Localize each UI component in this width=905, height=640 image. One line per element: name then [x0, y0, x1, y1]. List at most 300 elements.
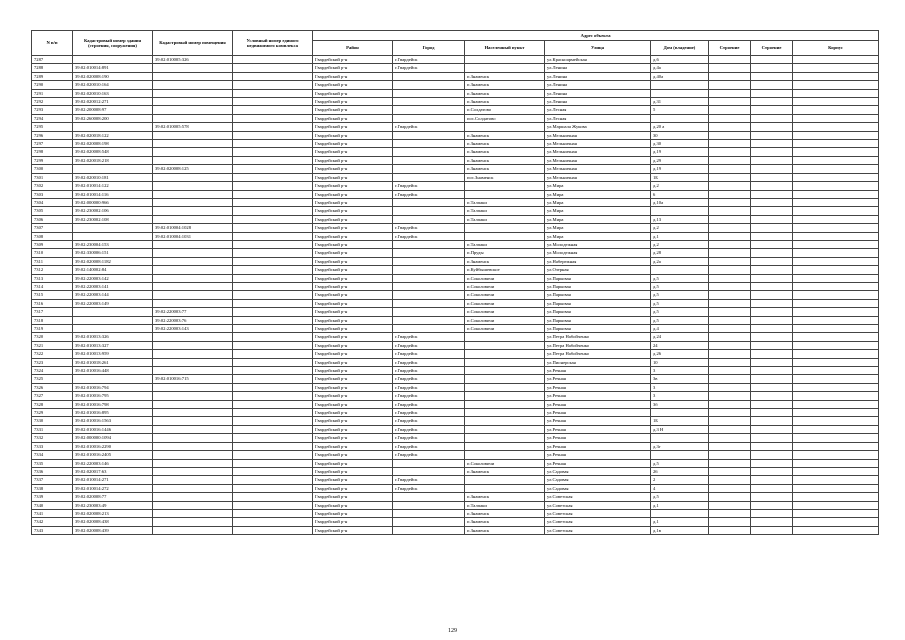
cad-room-cell [153, 299, 233, 307]
district-cell: Гвардейский р-н [313, 325, 393, 333]
house-cell: д.3 Н [651, 425, 709, 433]
building-cell [709, 509, 751, 517]
cad-room-cell [153, 341, 233, 349]
building-cell [709, 476, 751, 484]
complex-cell [233, 509, 313, 517]
table-row [32, 240, 879, 248]
block-cell [793, 518, 879, 526]
settlement-cell: п.Знаменск [465, 72, 545, 80]
cad-room-cell [153, 493, 233, 501]
city-cell [393, 106, 465, 114]
block-cell [793, 409, 879, 417]
col-num: N п/п [32, 31, 73, 56]
row-number: 7328 [32, 400, 73, 408]
district-cell: Гвардейский р-н [313, 89, 393, 97]
structure-cell [751, 198, 793, 206]
district-cell: Гвардейский р-н [313, 526, 393, 534]
district-cell: Гвардейский р-н [313, 333, 393, 341]
cad-room-cell [153, 467, 233, 475]
house-cell: д.29 [651, 156, 709, 164]
row-number: 7318 [32, 316, 73, 324]
district-cell: Гвардейский р-н [313, 392, 393, 400]
complex-cell [233, 266, 313, 274]
col-complex: Условный номер единого недвижимого комплекса [233, 31, 313, 56]
cad-building-cell: 39:02:200008:97 [73, 106, 153, 114]
complex-cell [233, 182, 313, 190]
street-cell: ул.Мельничная [545, 148, 651, 156]
table-row [32, 425, 879, 433]
table-row [32, 451, 879, 459]
street-cell: ул.Речная [545, 442, 651, 450]
cad-room-cell [153, 392, 233, 400]
row-number: 7296 [32, 131, 73, 139]
cad-building-cell: 39:02:020008:213 [73, 509, 153, 517]
cad-room-cell [153, 89, 233, 97]
settlement-cell [465, 417, 545, 425]
building-cell [709, 526, 751, 534]
block-cell [793, 98, 879, 106]
cad-building-cell [73, 308, 153, 316]
cad-building-cell [73, 325, 153, 333]
table-row [32, 215, 879, 223]
street-cell: ул.Парковая [545, 291, 651, 299]
row-number: 7290 [32, 81, 73, 89]
house-cell: д.5 [651, 308, 709, 316]
complex-cell [233, 333, 313, 341]
structure-cell [751, 131, 793, 139]
building-cell [709, 81, 751, 89]
row-number: 7338 [32, 484, 73, 492]
house-cell: д.1 [651, 232, 709, 240]
city-cell [393, 509, 465, 517]
cad-building-cell: 39:02:020008:1182 [73, 257, 153, 265]
street-cell: ул.Ленина [545, 72, 651, 80]
row-number: 7339 [32, 493, 73, 501]
cad-room-cell [153, 333, 233, 341]
cad-room-cell [153, 257, 233, 265]
complex-cell [233, 459, 313, 467]
block-cell [793, 501, 879, 509]
row-number: 7322 [32, 350, 73, 358]
house-cell: д.26 [651, 350, 709, 358]
block-cell [793, 81, 879, 89]
cad-building-cell: 39:02:010016:798 [73, 400, 153, 408]
complex-cell [233, 89, 313, 97]
complex-cell [233, 114, 313, 122]
complex-cell [233, 140, 313, 148]
row-number: 7330 [32, 417, 73, 425]
block-cell [793, 459, 879, 467]
structure-cell [751, 291, 793, 299]
settlement-cell [465, 350, 545, 358]
house-cell [651, 509, 709, 517]
city-cell: г.Гвардейск [393, 358, 465, 366]
complex-cell [233, 173, 313, 181]
block-cell [793, 400, 879, 408]
cad-room-cell [153, 291, 233, 299]
street-cell: ул.Красноармейская [545, 56, 651, 64]
cad-room-cell [153, 476, 233, 484]
settlement-cell: п.Знаменск [465, 518, 545, 526]
house-cell: 6 [651, 190, 709, 198]
street-cell: ул.Речная [545, 459, 651, 467]
street-cell: ул.Советская [545, 501, 651, 509]
city-cell: г.Гвардейск [393, 64, 465, 72]
block-cell [793, 131, 879, 139]
col-city: Город [393, 41, 465, 56]
row-number: 7327 [32, 392, 73, 400]
table-row [32, 383, 879, 391]
settlement-cell: пос.Знаменск [465, 173, 545, 181]
house-cell [651, 266, 709, 274]
complex-cell [233, 451, 313, 459]
city-cell: г.Гвардейск [393, 434, 465, 442]
house-cell: 4 [651, 484, 709, 492]
house-cell: 1Б [651, 417, 709, 425]
cad-room-cell [153, 434, 233, 442]
building-cell [709, 215, 751, 223]
row-number: 7302 [32, 182, 73, 190]
block-cell [793, 224, 879, 232]
district-cell: Гвардейский р-н [313, 400, 393, 408]
district-cell: Гвардейский р-н [313, 434, 393, 442]
settlement-cell [465, 409, 545, 417]
house-cell: д.19 [651, 165, 709, 173]
table-row [32, 409, 879, 417]
row-number: 7321 [32, 341, 73, 349]
cad-room-cell [153, 240, 233, 248]
complex-cell [233, 308, 313, 316]
building-cell [709, 358, 751, 366]
house-cell: д.4 [651, 325, 709, 333]
district-cell: Гвардейский р-н [313, 98, 393, 106]
block-cell [793, 484, 879, 492]
district-cell: Гвардейский р-н [313, 190, 393, 198]
building-cell [709, 291, 751, 299]
complex-cell [233, 316, 313, 324]
cad-room-cell [153, 156, 233, 164]
table-row [32, 308, 879, 316]
block-cell [793, 383, 879, 391]
row-number: 7323 [32, 358, 73, 366]
house-cell: 3 [651, 367, 709, 375]
district-cell: Гвардейский р-н [313, 240, 393, 248]
street-cell: ул.Садовая [545, 467, 651, 475]
cad-building-cell [73, 375, 153, 383]
structure-cell [751, 266, 793, 274]
street-cell: ул.Лесная [545, 114, 651, 122]
settlement-cell: п.Знаменск [465, 257, 545, 265]
street-cell: ул.Речная [545, 392, 651, 400]
city-cell: г.Гвардейск [393, 224, 465, 232]
structure-cell [751, 484, 793, 492]
structure-cell [751, 409, 793, 417]
structure-cell [751, 215, 793, 223]
district-cell: Гвардейский р-н [313, 308, 393, 316]
city-cell: г.Гвардейск [393, 484, 465, 492]
complex-cell [233, 417, 313, 425]
table-row [32, 367, 879, 375]
street-cell: ул.Речная [545, 425, 651, 433]
city-cell: г.Гвардейск [393, 182, 465, 190]
block-cell [793, 291, 879, 299]
complex-cell [233, 131, 313, 139]
row-number: 7326 [32, 383, 73, 391]
table-row [32, 476, 879, 484]
city-cell: г.Гвардейск [393, 190, 465, 198]
row-number: 7332 [32, 434, 73, 442]
table-row [32, 350, 879, 358]
house-cell: д.1в [651, 526, 709, 534]
col-cad-room: Кадастровый номер помещения [153, 31, 233, 56]
row-number: 7329 [32, 409, 73, 417]
complex-cell [233, 198, 313, 206]
table-row [32, 123, 879, 131]
city-cell [393, 501, 465, 509]
table-row [32, 434, 879, 442]
structure-cell [751, 375, 793, 383]
row-number: 7312 [32, 266, 73, 274]
settlement-cell: п.Солдатово [465, 106, 545, 114]
street-cell: ул.Парковая [545, 316, 651, 324]
house-cell: д.5 [651, 274, 709, 282]
cad-room-cell [153, 383, 233, 391]
cad-building-cell: 39:02:010014:122 [73, 182, 153, 190]
district-cell: Гвардейский р-н [313, 140, 393, 148]
cad-room-cell: 39:02:020008:125 [153, 165, 233, 173]
city-cell: г.Гвардейск [393, 232, 465, 240]
house-cell: 26 [651, 467, 709, 475]
settlement-cell [465, 367, 545, 375]
complex-cell [233, 123, 313, 131]
block-cell [793, 509, 879, 517]
house-cell: д.13 [651, 215, 709, 223]
city-cell [393, 459, 465, 467]
house-cell [651, 207, 709, 215]
table-row [32, 182, 879, 190]
city-cell: г.Гвардейск [393, 367, 465, 375]
city-cell [393, 274, 465, 282]
city-cell [393, 282, 465, 290]
complex-cell [233, 392, 313, 400]
row-number: 7300 [32, 165, 73, 173]
city-cell: г.Гвардейск [393, 400, 465, 408]
cad-room-cell [153, 367, 233, 375]
col-block: Корпус [793, 41, 879, 56]
cad-building-cell: 39:02:010016:895 [73, 409, 153, 417]
block-cell [793, 148, 879, 156]
city-cell [393, 140, 465, 148]
building-cell [709, 56, 751, 64]
complex-cell [233, 291, 313, 299]
street-cell: ул.Пионерская [545, 358, 651, 366]
block-cell [793, 476, 879, 484]
settlement-cell [465, 190, 545, 198]
structure-cell [751, 282, 793, 290]
settlement-cell [465, 400, 545, 408]
structure-cell [751, 81, 793, 89]
cad-room-cell [153, 198, 233, 206]
cad-room-cell [153, 64, 233, 72]
settlement-cell: п.Талпаки [465, 501, 545, 509]
row-number: 7325 [32, 375, 73, 383]
row-number: 7298 [32, 148, 73, 156]
district-cell: Гвардейский р-н [313, 182, 393, 190]
settlement-cell: п.Знаменск [465, 509, 545, 517]
cad-room-cell [153, 501, 233, 509]
city-cell [393, 249, 465, 257]
structure-cell [751, 232, 793, 240]
complex-cell [233, 484, 313, 492]
district-cell: Гвардейский р-н [313, 459, 393, 467]
complex-cell [233, 493, 313, 501]
house-cell: д.5 [651, 316, 709, 324]
settlement-cell: п.Соколовичи [465, 299, 545, 307]
settlement-cell: п.Соколовичи [465, 459, 545, 467]
building-cell [709, 274, 751, 282]
block-cell [793, 367, 879, 375]
street-cell: ул.Молодежная [545, 240, 651, 248]
settlement-cell: п.Талпаки [465, 215, 545, 223]
building-cell [709, 308, 751, 316]
table-row [32, 299, 879, 307]
building-cell [709, 434, 751, 442]
structure-cell [751, 442, 793, 450]
house-cell [651, 434, 709, 442]
cad-room-cell: 39:02:010004:1031 [153, 232, 233, 240]
cad-building-cell: 39:02:140002:84 [73, 266, 153, 274]
building-cell [709, 123, 751, 131]
building-cell [709, 518, 751, 526]
district-cell: Гвардейский р-н [313, 123, 393, 131]
cad-room-cell [153, 358, 233, 366]
table-row [32, 207, 879, 215]
settlement-cell: пос.Солдатово [465, 114, 545, 122]
complex-cell [233, 72, 313, 80]
house-cell [651, 451, 709, 459]
district-cell: Гвардейский р-н [313, 156, 393, 164]
cad-room-cell [153, 274, 233, 282]
building-cell [709, 257, 751, 265]
table-row [32, 106, 879, 114]
building-cell [709, 501, 751, 509]
building-cell [709, 400, 751, 408]
col-district: Район [313, 41, 393, 56]
district-cell: Гвардейский р-н [313, 72, 393, 80]
cad-building-cell: 39:02:220003:146 [73, 459, 153, 467]
table-row [32, 274, 879, 282]
building-cell [709, 392, 751, 400]
building-cell [709, 367, 751, 375]
block-cell [793, 156, 879, 164]
house-cell: 5 [651, 106, 709, 114]
cad-room-cell [153, 72, 233, 80]
cad-room-cell [153, 509, 233, 517]
block-cell [793, 442, 879, 450]
settlement-cell [465, 341, 545, 349]
street-cell: ул.Речная [545, 400, 651, 408]
structure-cell [751, 240, 793, 248]
district-cell: Гвардейский р-н [313, 64, 393, 72]
cad-building-cell [73, 232, 153, 240]
table-row [32, 148, 879, 156]
cad-building-cell: 39:02:010016:1563 [73, 417, 153, 425]
settlement-cell [465, 383, 545, 391]
street-cell: ул.Советская [545, 518, 651, 526]
table-row [32, 98, 879, 106]
table-row [32, 501, 879, 509]
structure-cell [751, 72, 793, 80]
district-cell: Гвардейский р-н [313, 493, 393, 501]
cad-building-cell: 39:02:010016:794 [73, 383, 153, 391]
building-cell [709, 375, 751, 383]
cad-room-cell [153, 526, 233, 534]
cad-room-cell [153, 484, 233, 492]
complex-cell [233, 375, 313, 383]
city-cell [393, 266, 465, 274]
cad-building-cell: 39:02:010016:2290 [73, 442, 153, 450]
structure-cell [751, 182, 793, 190]
settlement-cell: п.Знаменск [465, 165, 545, 173]
row-number: 7310 [32, 249, 73, 257]
district-cell: Гвардейский р-н [313, 282, 393, 290]
table-row [32, 257, 879, 265]
block-cell [793, 282, 879, 290]
structure-cell [751, 518, 793, 526]
structure-cell [751, 140, 793, 148]
table-row [32, 518, 879, 526]
street-cell: ул.Парковая [545, 274, 651, 282]
cad-building-cell: 39:02:010013:959 [73, 350, 153, 358]
settlement-cell: п.Знаменск [465, 140, 545, 148]
cad-room-cell [153, 350, 233, 358]
house-cell: д.3г [651, 442, 709, 450]
complex-cell [233, 274, 313, 282]
block-cell [793, 198, 879, 206]
district-cell: Гвардейский р-н [313, 299, 393, 307]
table-row [32, 282, 879, 290]
complex-cell [233, 442, 313, 450]
city-cell: г.Гвардейск [393, 409, 465, 417]
complex-cell [233, 190, 313, 198]
settlement-cell: п.Талпаки [465, 207, 545, 215]
street-cell: ул.Советская [545, 509, 651, 517]
block-cell [793, 308, 879, 316]
settlement-cell [465, 123, 545, 131]
street-cell: ул.Советская [545, 493, 651, 501]
cad-building-cell: 39:02:230002:108 [73, 215, 153, 223]
structure-cell [751, 325, 793, 333]
complex-cell [233, 409, 313, 417]
structure-cell [751, 425, 793, 433]
cad-building-cell: 39:02:230003:49 [73, 501, 153, 509]
settlement-cell [465, 333, 545, 341]
structure-cell [751, 509, 793, 517]
cad-building-cell: 39:02:010013:327 [73, 341, 153, 349]
cad-building-cell: 39:02:010018:261 [73, 358, 153, 366]
city-cell: г.Гвардейск [393, 123, 465, 131]
house-cell: д.28 [651, 249, 709, 257]
row-number: 7316 [32, 299, 73, 307]
cad-room-cell [153, 425, 233, 433]
col-structure: Строение [751, 41, 793, 56]
house-cell: д.31 [651, 98, 709, 106]
cad-room-cell: 39:02:220003:143 [153, 325, 233, 333]
complex-cell [233, 249, 313, 257]
city-cell [393, 98, 465, 106]
building-cell [709, 493, 751, 501]
settlement-cell [465, 224, 545, 232]
